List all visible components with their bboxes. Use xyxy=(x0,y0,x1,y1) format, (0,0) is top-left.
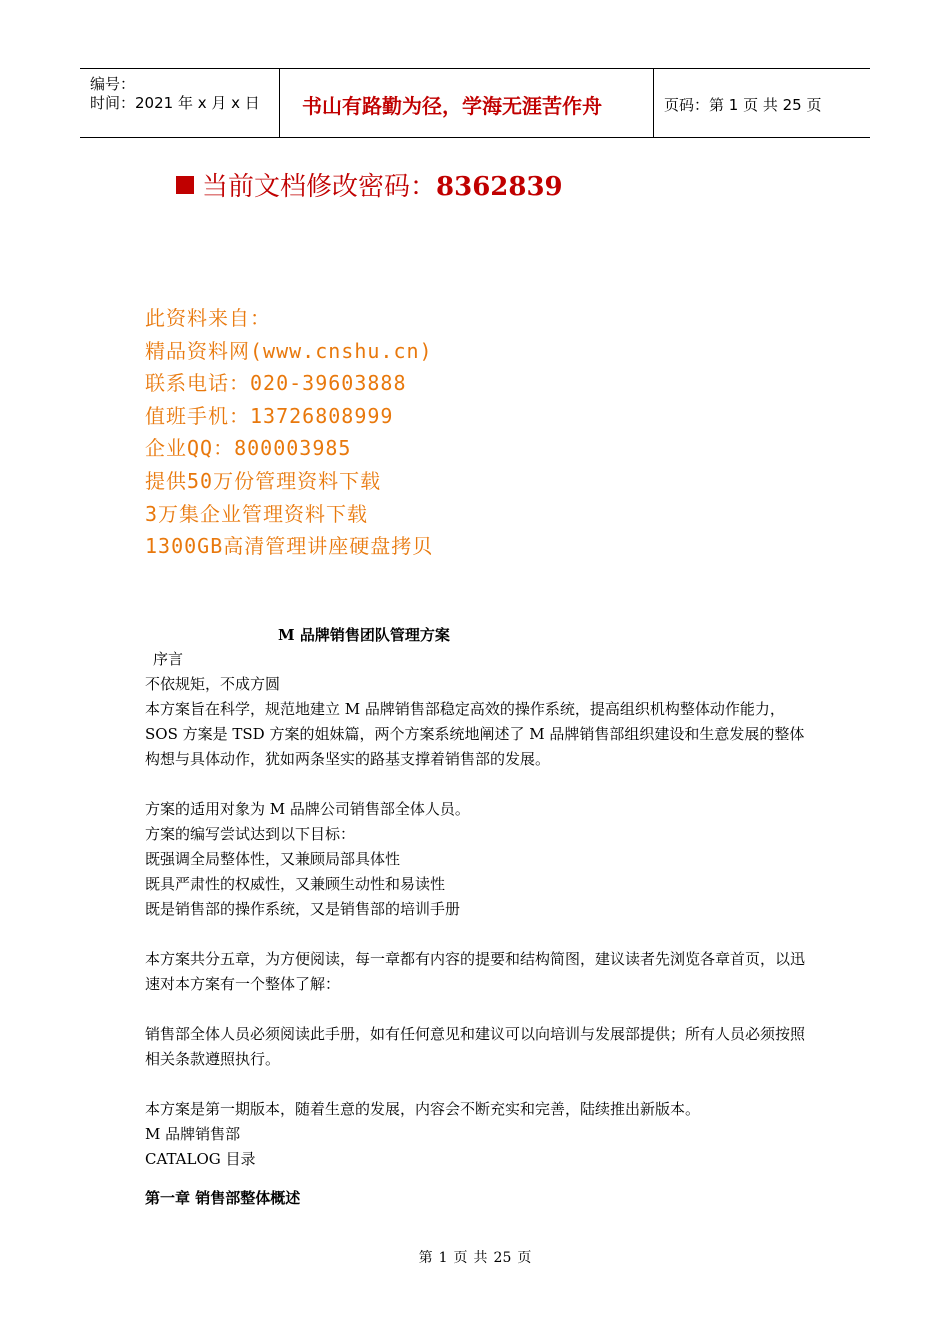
footer-text: 共 xyxy=(473,1250,488,1266)
time-label: 时间：2021 年 x 月 x 日 xyxy=(90,94,260,112)
header-left-cell xyxy=(80,69,280,137)
password-code: 8362839 xyxy=(436,172,563,202)
password-line xyxy=(176,166,563,203)
footer-text: 页 xyxy=(453,1250,468,1266)
goal-line: 既具严肃性的权威性，又兼顾生动性和易读性 xyxy=(145,875,446,893)
ad-line: 精品资料网(www.cnshu.cn) xyxy=(145,338,433,363)
catalog-heading: CATALOG 目录 xyxy=(145,1150,256,1168)
paragraph: 本方案共分五章，为方便阅读，每一章都有内容的提要和结构简图，建议读者先浏览各章首页，以迅速对本方案有一个整体了解： xyxy=(145,950,806,993)
number-label: 编号： xyxy=(90,75,136,93)
footer-text: 第 xyxy=(418,1250,433,1266)
paragraph: 本方案旨在科学，规范地建立 M 品牌销售部稳定高效的操作系统，提高组织机构整体动作能力，SOS 方案是 TSD 方案的姐妹篇，两个方案系统地阐述了 M 品牌销售部组织建设和生意发展的整体构想与具体动作，犹如两条坚实的路基支撑着销售部的发展。 xyxy=(145,700,805,768)
chapter-heading: 第一章 销售部整体概述 xyxy=(145,1189,301,1207)
footer-total-pages: 25 xyxy=(493,1250,512,1266)
ad-line: 企业QQ：800003985 xyxy=(145,436,352,461)
paragraph: 销售部全体人员必须阅读此手册，如有任何意见和建议可以向培训与发展部提供；所有人员必须按照相关条款遵照执行。 xyxy=(145,1025,806,1068)
ad-line: 联系电话：020-39603888 xyxy=(145,371,407,396)
paragraph: 本方案是第一期版本，随着生意的发展，内容会不断充实和完善，陆续推出新版本。 xyxy=(145,1100,701,1118)
ad-line: 1300GB高清管理讲座硬盘拷贝 xyxy=(145,534,434,559)
header-middle-cell xyxy=(280,69,654,137)
ad-line: 此资料来自： xyxy=(145,306,271,330)
goal-line: 既是销售部的操作系统，又是销售部的培训手册 xyxy=(145,900,461,918)
signature: M 品牌销售部 xyxy=(145,1125,241,1143)
header-motto: 书山有路勤为径，学海无涯苦作舟 xyxy=(302,94,602,118)
password-label: 当前文档修改密码： xyxy=(202,172,437,202)
ad-line: 3万集企业管理资料下载 xyxy=(145,501,369,526)
motto-line: 不依规矩，不成方圆 xyxy=(145,675,281,693)
preface-heading: 序言 xyxy=(153,650,184,668)
footer-text: 页 xyxy=(517,1250,532,1266)
ad-line: 提供50万份管理资料下载 xyxy=(145,468,382,493)
document-body xyxy=(145,647,815,1211)
header-table xyxy=(80,68,870,138)
paragraph: 方案的编写尝试达到以下目标： xyxy=(145,825,356,843)
goal-line: 既强调全局整体性，又兼顾局部具体性 xyxy=(145,850,401,868)
header-right-cell xyxy=(654,69,870,137)
ad-line: 值班手机：13726808999 xyxy=(145,403,394,428)
square-bullet-icon xyxy=(176,176,194,194)
document-title: M 品牌销售团队管理方案 xyxy=(278,626,450,644)
page-footer xyxy=(0,1247,950,1267)
ad-block xyxy=(145,302,433,563)
paragraph: 方案的适用对象为 M 品牌公司销售部全体人员。 xyxy=(145,800,470,818)
page-info: 页码：第 1 页 共 25 页 xyxy=(664,96,822,114)
footer-page-number: 1 xyxy=(438,1250,448,1266)
